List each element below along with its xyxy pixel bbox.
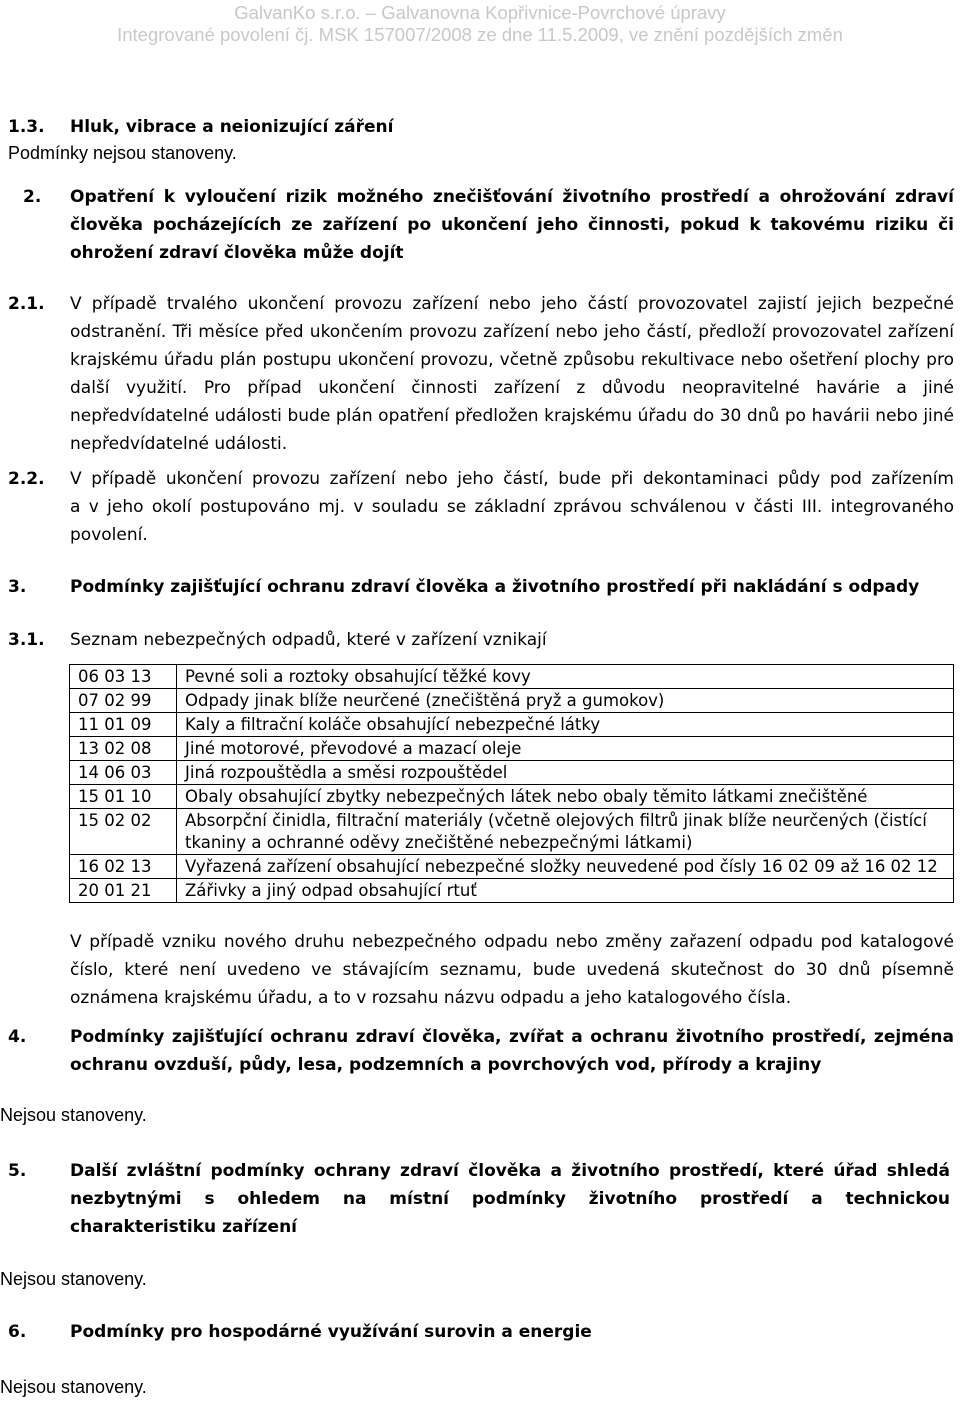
paragraph-line: odstranění. Tři měsíce před ukončením provozu zařízení nebo jeho částí, předloží provozovatel zařízení [70, 322, 954, 342]
section-5-number: 5. [8, 1161, 27, 1181]
section-4-number: 4. [8, 1027, 27, 1047]
waste-code: 07 02 99 [70, 689, 177, 713]
waste-description: Zářivky a jiný odpad obsahující rtuť [177, 879, 954, 903]
paragraph-line: V případě trvalého ukončení provozu zařízení nebo jeho částí provozovatel zajistí jejich bezpečné [70, 294, 954, 314]
header-company: GalvanKo s.r.o. – Galvanovna Kopřivnice-Povrchové úpravy [234, 2, 726, 23]
section-1-3-title: Hluk, vibrace a neionizující záření [70, 117, 394, 137]
section-2-title-line: Opatření k vyloučení rizik možného znečišťování životního prostředí a ohrožování zdraví [70, 187, 954, 207]
section-4-text: Nejsou stanoveny. [0, 1105, 147, 1125]
paragraph-line: další využití. Pro případ ukončení činnosti zařízení z důvodu neopravitelné havárie a jiné [70, 378, 954, 398]
paragraph-line: nepředvídatelné události bude plán opatření předložen krajskému úřadu do 30 dnů po havárii nebo jiné [70, 406, 954, 426]
section-5-title [70, 1157, 950, 1241]
waste-code: 16 02 13 [70, 855, 177, 879]
section-3-1-number: 3.1. [8, 630, 45, 650]
table-row [70, 665, 954, 689]
section-2-1-number: 2.1. [8, 294, 45, 314]
table-row [70, 761, 954, 785]
table-row [70, 737, 954, 761]
waste-description: Jiné motorové, převodové a mazací oleje [177, 737, 954, 761]
section-2-1-text-cont [70, 318, 954, 458]
waste-description: Kaly a filtrační koláče obsahující nebezpečné látky [177, 713, 954, 737]
table-row [70, 809, 954, 855]
table-row [70, 785, 954, 809]
section-2-2-number: 2.2. [8, 469, 45, 489]
section-6-text: Nejsou stanoveny. [0, 1377, 147, 1397]
header-permit-ref: Integrované povolení čj. MSK 157007/2008 ze dne 11.5.2009, ve znění pozdějších změn [117, 24, 843, 45]
waste-code: 15 02 02 [70, 809, 177, 855]
section-2-title [70, 183, 954, 267]
section-3-title: Podmínky zajišťující ochranu zdraví člověka a životního prostředí při nakládání s odpady [70, 577, 920, 597]
paragraph-line: V případě vzniku nového druhu nebezpečného odpadu nebo změny zařazení odpadu pod katalogové [70, 932, 954, 952]
section-5-title-line: Další zvláštní podmínky ochrany zdraví člověka a životního prostředí, které úřad shledá [70, 1161, 950, 1181]
paragraph-line: oznámena krajskému úřadu, a to v rozsahu názvu odpadu a jeho katalogového čísla. [70, 988, 792, 1008]
section-5-title-line: charakteristiku zařízení [70, 1217, 298, 1237]
section-2-title-line: člověka pocházejících ze zařízení po ukončení jeho činnosti, pokud k takovému riziku či [70, 215, 954, 235]
paragraph-line: číslo, které není uvedeno ve stávajícím seznamu, bude uvedená skutečnost do 30 dnů písemně [70, 960, 954, 980]
section-6-number: 6. [8, 1322, 27, 1342]
table-row [70, 713, 954, 737]
waste-code: 13 02 08 [70, 737, 177, 761]
waste-code: 14 06 03 [70, 761, 177, 785]
paragraph-line: V případě ukončení provozu zařízení nebo jeho částí, bude při dekontaminaci půdy pod zařízením [70, 469, 954, 489]
section-1-3-number: 1.3. [8, 117, 45, 137]
waste-code: 20 01 21 [70, 879, 177, 903]
waste-code: 11 01 09 [70, 713, 177, 737]
hazardous-waste-table [69, 664, 954, 903]
section-5-text: Nejsou stanoveny. [0, 1269, 147, 1289]
waste-description: Absorpční činidla, filtrační materiály (včetně olejových filtrů jinak blíže neurčených (čistící tkaniny a ochranné oděvy znečištěné nebezpečnými látkami) [177, 809, 954, 855]
section-2-2-text [70, 465, 954, 549]
section-4-title-line: Podmínky zajišťující ochranu zdraví člověka, zvířat a ochranu životního prostředí, zejména [70, 1027, 954, 1047]
section-4-title-line: ochranu ovzduší, půdy, lesa, podzemních a povrchových vod, přírody a krajiny [70, 1055, 822, 1075]
paragraph-line: krajskému úřadu plán postupu ukončení provozu, včetně způsobu rekultivace nebo ošetření plochy pro [70, 350, 954, 370]
section-1-3-text: Podmínky nejsou stanoveny. [8, 143, 237, 163]
table-row [70, 879, 954, 903]
waste-code: 15 01 10 [70, 785, 177, 809]
paragraph-line: povolení. [70, 525, 148, 545]
waste-description: Vyřazená zařízení obsahující nebezpečné složky neuvedené pod čísly 16 02 09 až 16 02 12 [177, 855, 954, 879]
section-6-title: Podmínky pro hospodárné využívání surovin a energie [70, 1322, 592, 1342]
waste-description: Obaly obsahující zbytky nebezpečných látek nebo obaly těmito látkami znečištěné [177, 785, 954, 809]
table-row [70, 855, 954, 879]
section-2-title-line: ohrožení zdraví člověka může dojít [70, 243, 404, 263]
table-row [70, 689, 954, 713]
section-2-1-text [70, 290, 954, 318]
waste-description: Odpady jinak blíže neurčené (znečištěná pryž a gumokov) [177, 689, 954, 713]
section-3-1-note [70, 928, 954, 1012]
section-3-number: 3. [8, 577, 27, 597]
section-5-title-line: nezbytnými s ohledem na místní podmínky životního prostředí a technickou [70, 1189, 950, 1209]
section-4-title [70, 1023, 954, 1079]
section-3-1-title: Seznam nebezpečných odpadů, které v zařízení vznikají [70, 630, 547, 650]
paragraph-line: nepředvídatelné události. [70, 434, 288, 454]
paragraph-line: a v jeho okolí postupováno mj. v souladu se základní zprávou schválenou v části III. integrovaného [70, 497, 954, 517]
waste-code: 06 03 13 [70, 665, 177, 689]
waste-description: Pevné soli a roztoky obsahující těžké kovy [177, 665, 954, 689]
section-2-number: 2. [23, 187, 42, 207]
waste-description: Jiná rozpouštědla a směsi rozpouštědel [177, 761, 954, 785]
